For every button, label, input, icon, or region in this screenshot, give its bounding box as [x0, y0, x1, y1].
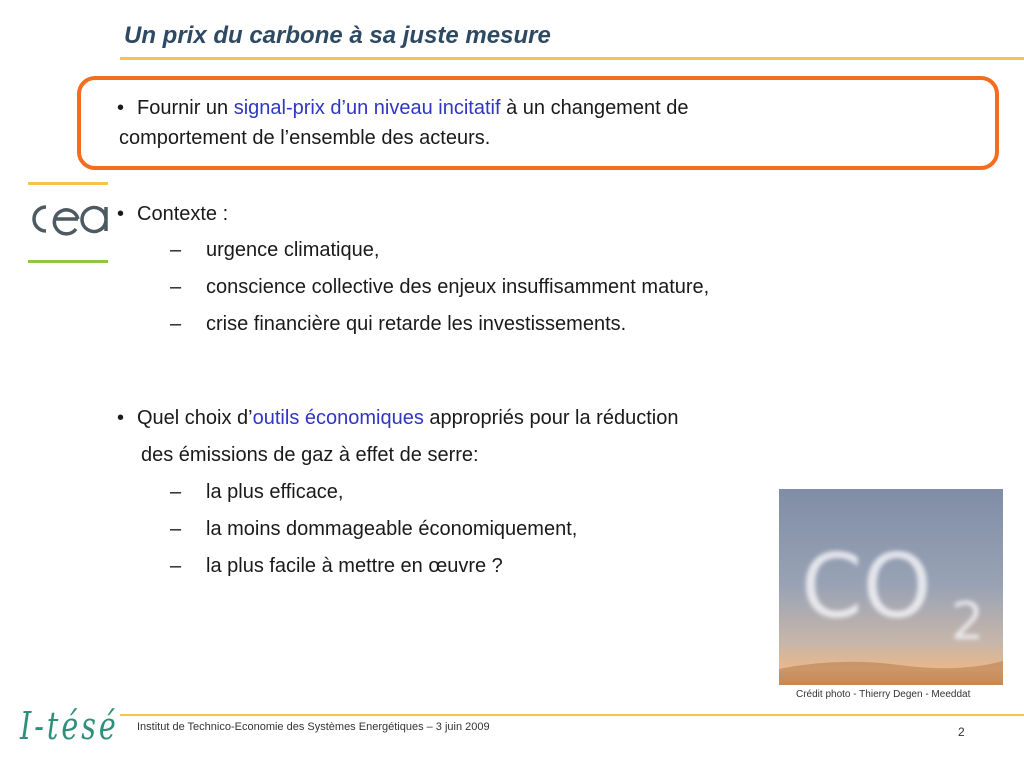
highlight-box	[77, 76, 999, 170]
context-item: – crise financière qui retarde les investissements.	[170, 313, 627, 335]
question-item: – la plus facile à mettre en œuvre ?	[170, 555, 503, 577]
dash-icon: –	[170, 239, 182, 261]
highlight-term: outils économiques	[252, 407, 424, 429]
context-heading: • Contexte :	[117, 203, 229, 225]
dash-icon: –	[170, 518, 182, 540]
logo-rule-top	[28, 182, 108, 185]
slide-title: Un prix du carbone à sa juste mesure	[124, 22, 551, 49]
footer-text: Institut de Technico-Economie des Systèmes Energétiques – 3 juin 2009	[137, 721, 490, 733]
co2-cloud-image	[779, 489, 1003, 685]
footer-rule	[120, 714, 1024, 716]
bullet-icon: •	[117, 203, 125, 225]
cea-logo-icon	[26, 197, 110, 241]
dash-icon: –	[170, 555, 182, 577]
highlight-line-2: comportement de l’ensemble des acteurs.	[119, 127, 491, 149]
question-line-2: des émissions de gaz à effet de serre:	[141, 444, 479, 466]
logo-rule-bottom	[28, 260, 108, 263]
context-item: – conscience collective des enjeux insuffisamment mature,	[170, 276, 710, 298]
dash-icon: –	[170, 276, 182, 298]
bullet-icon: •	[117, 97, 125, 119]
page-number: 2	[958, 725, 965, 739]
co2-cloud-subscript: 2	[951, 592, 985, 652]
cea-logo	[26, 197, 110, 246]
title-underline	[120, 57, 1024, 60]
dash-icon: –	[170, 481, 182, 503]
dash-icon: –	[170, 313, 182, 335]
question-item: – la moins dommageable économiquement,	[170, 518, 578, 540]
co2-sky-photo	[779, 489, 1003, 685]
co2-cloud-text: CO	[801, 535, 932, 638]
question-item: – la plus efficace,	[170, 481, 344, 503]
highlight-line-1: • Fournir un signal-prix d’un niveau incitatif à un changement de	[117, 97, 689, 119]
photo-credit: Crédit photo - Thierry Degen - Meeddat	[796, 689, 971, 700]
context-item: – urgence climatique,	[170, 239, 380, 261]
highlight-term: signal-prix d’un niveau incitatif	[233, 97, 501, 119]
itese-logo: I-tésé	[20, 704, 119, 748]
bullet-icon: •	[117, 407, 125, 429]
question-line-1: • Quel choix d’outils économiques appropriés pour la réduction	[117, 407, 679, 429]
